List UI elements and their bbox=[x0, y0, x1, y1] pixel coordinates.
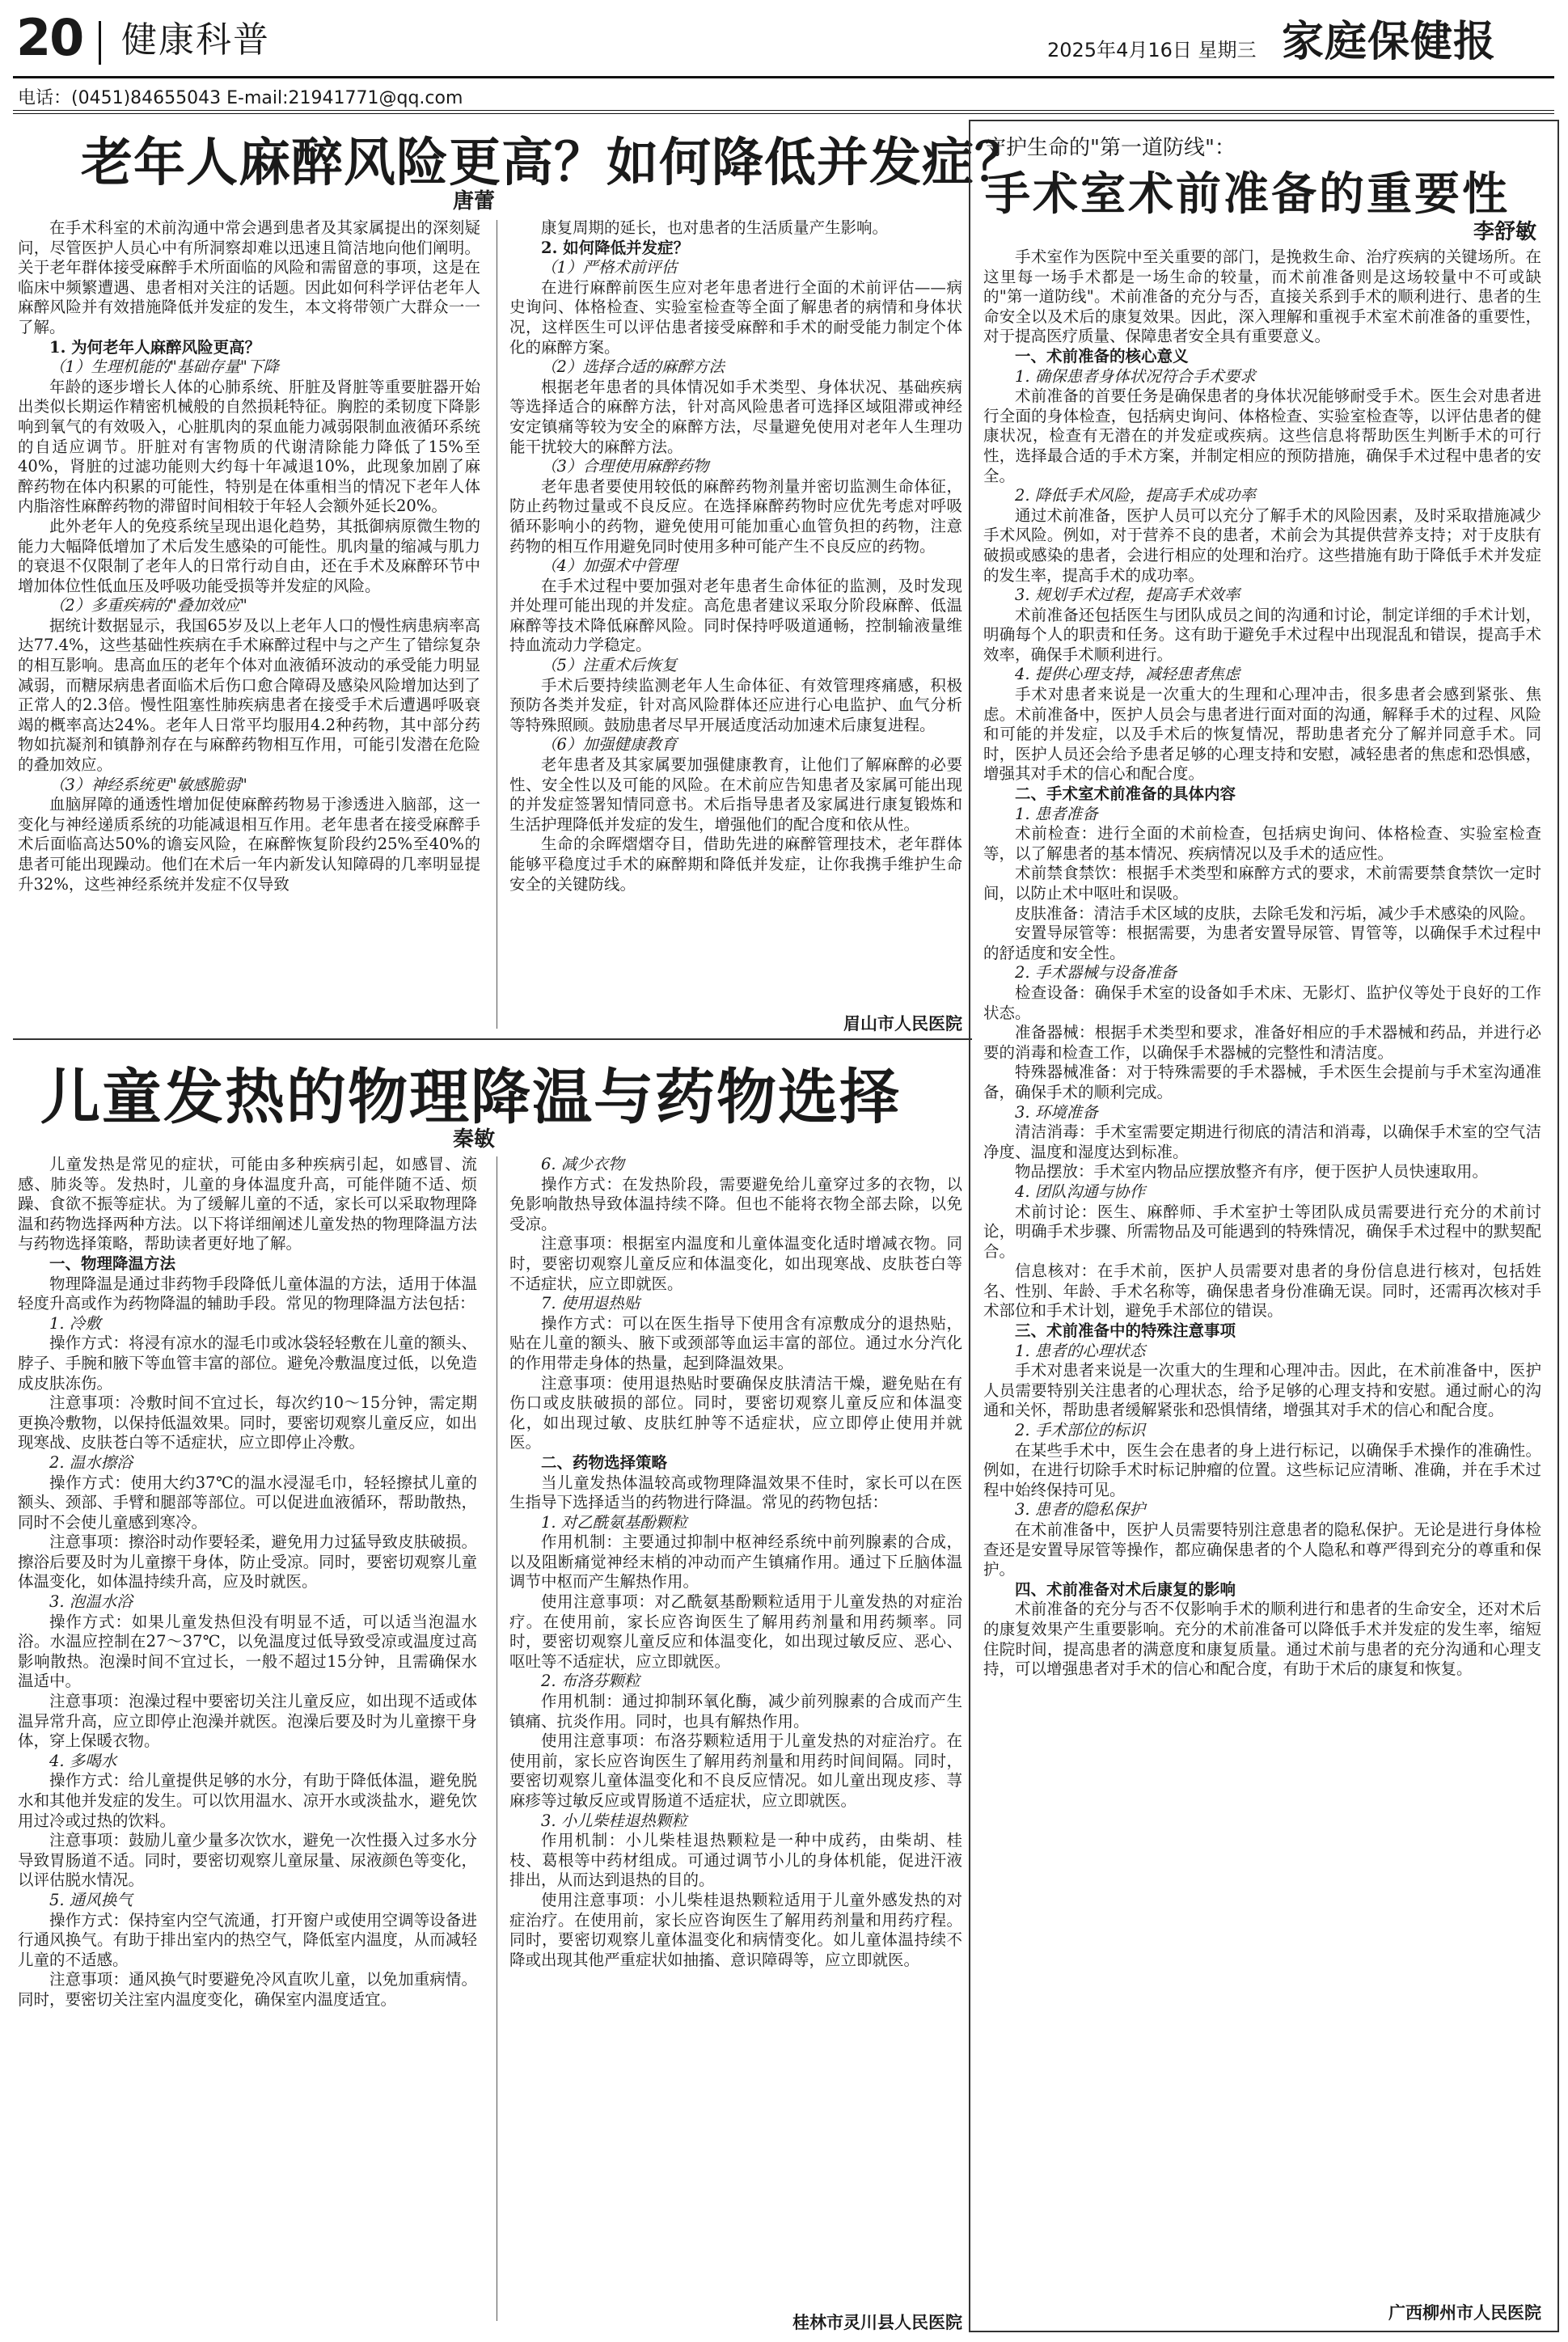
subheading: 3. 环境准备 bbox=[1015, 1102, 1098, 1122]
paragraph: 安置导尿管等：根据需要，为患者安置导尿管、胃管等，以确保手术过程中的舒适度和安全性。 bbox=[983, 924, 1541, 962]
paragraph: 操作方式：给儿童提供足够的水分，有助于降低体温，避免脱水和其他并发症的发生。可以饮用温水、凉开水或淡盐水，避免饮用过冷或过热的饮料。 bbox=[18, 1771, 477, 1830]
paragraph: 术前讨论：医生、麻醉师、手术室护士等团队成员需要进行充分的术前讨论，明确手术步骤、所需物品及可能遇到的特殊情况，确保手术过程中的默契配合。 bbox=[983, 1202, 1541, 1261]
subheading: 2. 布洛芬颗粒 bbox=[541, 1672, 640, 1691]
paragraph: 使用注意事项：布洛芬颗粒适用于儿童发热的对症治疗。在使用前，家长应咨询医生了解用药剂量和用药时间间隔。同时，要密切观察儿童体温变化和不良反应情况。如儿童出现皮疹、荨麻疹等过敏反应或胃肠道不适症状，应立即就医。 bbox=[509, 1731, 962, 1810]
subheading: 1. 对乙酰氨基酚颗粒 bbox=[541, 1512, 687, 1532]
paragraph: 术前准备还包括医生与团队成员之间的沟通和讨论，制定详细的手术计划，明确每个人的职责和任务。这有助于避免手术过程中出现混乱和错误，提高手术效率，确保手术顺利进行。 bbox=[983, 605, 1541, 664]
issue-date: 2025年4月16日 星期三 bbox=[1047, 39, 1257, 61]
masthead-divider bbox=[99, 21, 101, 65]
paragraph: 注意事项：根据室内温度和儿童体温变化适时增减衣物。同时，要密切观察儿童反应和体温变化，如出现寒战、皮肤苍白等不适症状，应立即就医。 bbox=[509, 1234, 962, 1293]
section-title: 健康科普 bbox=[121, 19, 270, 61]
subheading: （2）多重疾病的"叠加效应" bbox=[49, 596, 247, 615]
paragraph: 特殊器械准备：对于特殊需要的手术器械，手术医生会提前与手术室沟通准备，确保手术的顺利完成。 bbox=[983, 1063, 1541, 1101]
paragraph: 注意事项：通风换气时要避免冷风直吹儿童，以免加重病情。同时，要密切关注室内温度变化，确保室内温度适宜。 bbox=[18, 1970, 477, 2009]
subheading: 5. 通风换气 bbox=[49, 1890, 133, 1909]
paragraph: 生命的余晖熠熠夺目，借助先进的麻醉管理技术，老年群体能够平稳度过手术的麻醉期和降低并发症，让你我携手维护生命安全的关键防线。 bbox=[509, 835, 962, 894]
subheading: 3. 泡温水浴 bbox=[49, 1592, 133, 1612]
subheading: （6）加强健康教育 bbox=[541, 735, 678, 755]
subheading: 2. 温水擦浴 bbox=[49, 1452, 133, 1472]
section-heading: 一、物理降温方法 bbox=[49, 1253, 176, 1273]
paragraph: 术前准备的首要任务是确保患者的身体状况能够耐受手术。医生会对患者进行全面的身体检查，包括病史询问、体格检查、实验室检查等，以评估患者的健康状况，检查有无潜在的并发症或疾病。这些信息将帮助医生判断手术的可行性，选择最合适的手术方案，并制定相应的预防措施，确保手术过程中患者的安全。 bbox=[983, 387, 1541, 485]
subheading: （3）神经系统更"敏感脆弱" bbox=[49, 775, 247, 794]
paragraph: 此外老年人的免疫系统呈现出退化趋势，其抵御病原微生物的能力大幅降低增加了术后发生感染的可能性。肌肉量的缩减与肌力的衰退不仅限制了老年人的日常行动自由，还在手术及麻醉环节中增加体位性低血压及呼吸功能受损等并发症的风险。 bbox=[18, 516, 480, 595]
article1-title: 老年人麻醉风险更高？如何降低并发症？ bbox=[81, 133, 1027, 193]
article1-author: 唐蕾 bbox=[453, 189, 496, 213]
paragraph: 术前检查：进行全面的术前检查，包括病史询问、体格检查、实验室检查等，以了解患者的基本情况、疾病情况以及手术的适应性。 bbox=[983, 824, 1541, 863]
newspaper-name: 家庭保健报 bbox=[1282, 17, 1497, 66]
contact-line: 电话：(0451)84655043 E-mail:21941771@qq.com bbox=[18, 88, 463, 108]
subheading: （4）加强术中管理 bbox=[541, 556, 678, 576]
article1-signature: 眉山市人民医院 bbox=[843, 1014, 962, 1034]
article3-author: 李舒敏 bbox=[1473, 220, 1537, 244]
subheading: （3）合理使用麻醉药物 bbox=[541, 457, 709, 476]
paragraph: 使用注意事项：对乙酰氨基酚颗粒适用于儿童发热的对症治疗。在使用前，家长应咨询医生了解用药剂量和用药频率。同时，要密切观察儿童反应和体温变化，如出现过敏反应、恶心、呕吐等不适症状，应立即就医。 bbox=[509, 1592, 962, 1671]
paragraph: 作用机制：通过抑制环氧化酶，减少前列腺素的合成而产生镇痛、抗炎作用。同时，也具有解热作用。 bbox=[509, 1692, 962, 1731]
section-heading: 2. 如何降低并发症？ bbox=[541, 238, 690, 257]
article2-column-2 bbox=[509, 1155, 962, 2303]
paragraph: 皮肤准备：清洁手术区域的皮肤，去除毛发和污垢，减少手术感染的风险。 bbox=[1015, 903, 1536, 923]
paragraph: 在进行麻醉前医生应对老年患者进行全面的术前评估——病史询问、体格检查、实验室检查等全面了解患者的病情和身体状况，这样医生可以评估患者接受麻醉和手术的耐受能力制定个体化的麻醉方案。 bbox=[509, 277, 962, 357]
subheading: （1）生理机能的"基础存量"下降 bbox=[49, 357, 279, 377]
paragraph: 通过术前准备，医护人员可以充分了解手术的风险因素，及时采取措施减少手术风险。例如，对于营养不良的患者，术前会为其提供营养支持；对于皮肤有破损或感染的患者，会进行相应的处理和治疗。这些措施有助于降低手术并发症的发生率，提高手术的成功率。 bbox=[983, 505, 1541, 585]
subheading: 2. 手术部位的标识 bbox=[1015, 1421, 1146, 1440]
section-heading: 一、术前准备的核心意义 bbox=[1015, 346, 1189, 366]
section-heading: 二、手术室术前准备的具体内容 bbox=[1015, 784, 1236, 804]
paragraph: 在某些手术中，医生会在患者的身上进行标记，以确保手术操作的准确性。例如，在进行切除手术时标记肿瘤的位置。这些标记应清晰、准确，并在手术过程中始终保持可见。 bbox=[983, 1440, 1541, 1499]
paragraph: 根据老年患者的具体情况如手术类型、身体状况、基础疾病等选择适合的麻醉方法，针对高风险患者可选择区域阻滞或神经安定镇痛等较为安全的麻醉方法，尽量避免使用对老年人生理功能干扰较大的麻醉方法。 bbox=[509, 377, 962, 456]
section-heading: 二、药物选择策略 bbox=[541, 1452, 668, 1472]
paragraph: 使用注意事项：小儿柴桂退热颗粒适用于儿童外感发热的对症治疗。在使用前，家长应咨询医生了解用药剂量和用药疗程。同时，要密切观察儿童体温变化和病情变化。如儿童体温持续不降或出现其他严重症状如抽搐、意识障碍等，应立即就医。 bbox=[509, 1890, 962, 1969]
article2-column-1 bbox=[18, 1155, 477, 2327]
paragraph: 年龄的逐步增长人体的心肺系统、肝脏及肾脏等重要脏器开始出类似长期运作精密机械般的自然损耗特征。胸腔的柔韧度下降影响到氧气的有效吸入，心脏肌肉的泵血能力减弱限制血液循环系统的自适应调节。肝脏对有害物质的代谢清除能力降低了15%至40%，肾脏的过滤功能则大约每十年减退10%，此现象加剧了麻醉药物在体内积累的可能性，特别是在体重相当的情况下老年人体内脂溶性麻醉药物的滞留时间相较于年轻人会额外延长20%。 bbox=[18, 377, 480, 516]
paragraph: 操作方式：在发热阶段，需要避免给儿童穿过多的衣物，以免影响散热导致体温持续不降。但也不能将衣物全部去除，以免受凉。 bbox=[509, 1174, 962, 1233]
paragraph: 在手术科室的术前沟通中常会遇到患者及其家属提出的深刻疑问，尽管医护人员心中有所洞察却难以迅速且简洁地向他们阐明。关于老年群体接受麻醉手术所面临的风险和需留意的事项，这是在临床中频繁遭遇、患者相对关注的话题。因此如何科学评估老年人麻醉风险并有效措施降低并发症的发生，本文将带领广大群众一一了解。 bbox=[18, 218, 480, 336]
subheading: 2. 降低手术风险，提高手术成功率 bbox=[1015, 486, 1256, 505]
subheading: （1）严格术前评估 bbox=[541, 258, 678, 277]
paragraph: 物理降温是通过非药物手段降低儿童体温的方法，适用于体温轻度升高或作为药物降温的辅助手段。常见的物理降温方法包括： bbox=[18, 1274, 477, 1313]
paragraph: 准备器械：根据手术类型和要求，准备好相应的手术器械和药品，并进行必要的消毒和检查工作，以确保手术器械的完整性和清洁度。 bbox=[983, 1023, 1541, 1062]
paragraph: 老年患者要使用较低的麻醉药物剂量并密切监测生命体征，防止药物过量或不良反应。在选择麻醉药物时应优先考虑对呼吸循环影响小的药物，避免使用可能加重心血管负担的药物，注意药物的相互作用避免同时使用多种可能产生不良反应的药物。 bbox=[509, 476, 962, 556]
subheading: 1. 确保患者身体状况符合手术要求 bbox=[1015, 366, 1256, 386]
paragraph: 注意事项：泡澡过程中要密切关注儿童反应，如出现不适或体温异常升高，应立即停止泡澡并就医。泡澡后要及时为儿童擦干身体，穿上保暖衣物。 bbox=[18, 1692, 477, 1751]
subheading: 4. 提供心理支持，减轻患者焦虑 bbox=[1015, 665, 1240, 684]
paragraph: 注意事项：鼓励儿童少量多次饮水，避免一次性摄入过多水分导致胃肠道不适。同时，要密切观察儿童尿量、尿液颜色等变化，以评估脱水情况。 bbox=[18, 1831, 477, 1890]
subheading: 1. 患者准备 bbox=[1015, 804, 1098, 823]
paragraph: 作用机制：主要通过抑制中枢神经系统中前列腺素的合成，以及阻断痛觉神经末梢的冲动而产生镇痛作用。通过下丘脑体温调节中枢而产生解热作用。 bbox=[509, 1532, 962, 1592]
subheading: 4. 团队沟通与协作 bbox=[1015, 1182, 1146, 1201]
article2-signature: 桂林市灵川县人民医院 bbox=[792, 2313, 962, 2332]
article2-title: 儿童发热的物理降温与药物选择 bbox=[40, 1063, 901, 1132]
section-heading: 四、术前准备对术后康复的影响 bbox=[1015, 1579, 1236, 1599]
header-rule bbox=[13, 76, 1554, 78]
paragraph: 手术对患者来说是一次重大的生理和心理冲击。因此，在术前准备中，医护人员需要特别关注患者的心理状态，给予足够的心理支持和安慰。通过耐心的沟通和关怀，帮助患者缓解紧张和恐惧情绪，增强其对手术的信心和配合度。 bbox=[983, 1361, 1541, 1420]
paragraph: 在手术过程中要加强对老年患者生命体征的监测，及时发现并处理可能出现的并发症。高危患者建议采取分阶段麻醉、低温麻醉等技术降低麻醉风险。同时保持呼吸道通畅，控制输液量维持血流动力学稳定。 bbox=[509, 576, 962, 655]
paragraph: 手术后要持续监测老年人生命体征、有效管理疼痛感，积极预防各类并发症，针对高风险群体还应进行心电监护、血气分析等特殊照顾。鼓励患者尽早开展适度活动加速术后康复进程。 bbox=[509, 675, 962, 734]
paragraph: 注意事项：擦浴时动作要轻柔，避免用力过猛导致皮肤破损。擦浴后要及时为儿童擦干身体，防止受凉。同时，要密切观察儿童体温变化，如体温持续升高，应及时就医。 bbox=[18, 1532, 477, 1592]
subheading: 6. 减少衣物 bbox=[541, 1155, 624, 1173]
paragraph: 血脑屏障的通透性增加促使麻醉药物易于渗透进入脑部，这一变化与神经递质系统的功能减退相互作用。老年患者在接受麻醉手术后面临高达50%的谵妄风险，在麻醉恢复阶段约25%至40%的患者可能出现躁动。他们在术后一年内新发认知障碍的几率明显提升32%，这些神经系统并发症不仅导致 bbox=[18, 795, 480, 894]
paragraph: 清洁消毒：手术室需要定期进行彻底的清洁和消毒，以确保手术室的空气洁净度、温度和湿度达到标准。 bbox=[983, 1122, 1541, 1161]
article3-signature: 广西柳州市人民医院 bbox=[1388, 2303, 1541, 2323]
paragraph: 操作方式：使用大约37℃的温水浸湿毛巾，轻轻擦拭儿童的额头、颈部、手臂和腿部等部位。可以促进血液循环，帮助散热，同时不会使儿童感到寒冷。 bbox=[18, 1473, 477, 1532]
section-heading: 三、术前准备中的特殊注意事项 bbox=[1015, 1321, 1236, 1341]
paragraph: 注意事项：使用退热贴时要确保皮肤清洁干燥，避免贴在有伤口或皮肤破损的部位。同时，要密切观察儿童反应和体温变化，如出现过敏、皮肤红肿等不适症状，应立即停止使用并就医。 bbox=[509, 1373, 962, 1452]
paragraph: 在术前准备中，医护人员需要特别注意患者的隐私保护。无论是进行身体检查还是安置导尿管等操作，都应确保患者的个人隐私和尊严得到充分的尊重和保护。 bbox=[983, 1520, 1541, 1579]
article1-column-2 bbox=[509, 218, 962, 1027]
subheading: 1. 冷敷 bbox=[49, 1313, 101, 1333]
paragraph: 操作方式：保持室内空气流通，打开窗户或使用空调等设备进行通风换气。有助于排出室内的热空气，降低室内温度，从而减轻儿童的不适感。 bbox=[18, 1910, 477, 1969]
paragraph: 当儿童发热体温较高或物理降温效果不佳时，家长可以在医生指导下选择适当的药物进行降温。常见的药物包括： bbox=[509, 1473, 962, 1512]
paragraph: 操作方式：将浸有凉水的湿毛巾或冰袋轻轻敷在儿童的额头、脖子、手腕和腋下等血管丰富的部位。避免冷敷温度过低，以免造成皮肤冻伤。 bbox=[18, 1334, 477, 1393]
subheading: 3. 患者的隐私保护 bbox=[1015, 1500, 1146, 1520]
paragraph: 信息核对：在手术前，医护人员需要对患者的身份信息进行核对，包括姓名、性别、年龄、手术名称等，确保患者身份准确无误。同时，还需再次核对手术部位和手术计划，避免手术部位的错误。 bbox=[983, 1262, 1541, 1321]
paragraph: 手术室作为医院中至关重要的部门，是挽救生命、治疗疾病的关键场所。在这里每一场手术都是一场生命的较量，而术前准备则是这场较量中不可或缺的"第一道防线"。术前准备的充分与否，直接关系到手术的顺利进行、患者的生命安全以及术后的康复效果。因此，深入理解和重视手术室术前准备的重要性，对于提高医疗质量、保障患者安全具有重要意义。 bbox=[983, 247, 1541, 346]
paragraph: 术前禁食禁饮：根据手术类型和麻醉方式的要求，术前需要禁食禁饮一定时间，以防止术中呕吐和误吸。 bbox=[983, 864, 1541, 903]
paragraph: 术前准备的充分与否不仅影响手术的顺利进行和患者的生命安全，还对术后的康复效果产生重要影响。充分的术前准备可以降低手术并发症的发生率，缩短住院时间，提高患者的满意度和康复质量。通过术前与患者的充分沟通和心理支持，可以增强患者对手术的信心和配合度，有助于术后的康复和恢复。 bbox=[983, 1600, 1541, 1679]
article3-body bbox=[983, 247, 1541, 2293]
subheading: 3. 小儿柴桂退热颗粒 bbox=[541, 1811, 687, 1830]
article1-column-1 bbox=[18, 218, 480, 1035]
paragraph: 检查设备：确保手术室的设备如手术床、无影灯、监护仪等处于良好的工作状态。 bbox=[983, 983, 1541, 1022]
paragraph: 据统计数据显示，我国65岁及以上老年人口的慢性病患病率高达77.4%，这些基础性疾病在手术麻醉过程中与之产生了错综复杂的相互影响。患高血压的老年个体对血液循环波动的承受能力明显减弱，而糖尿病患者面临术后伤口愈合障碍及感染风险增加达到了正常人的2.3倍。慢性阻塞性肺疾病患者在接受手术后遭遇呼吸衰竭的概率高达24%。老年人日常平均服用4.2种药物，其中部分药物如抗凝剂和镇静剂存在与麻醉药物相互作用，可能引发潜在危险的叠加效应。 bbox=[18, 615, 480, 775]
section-heading: 1. 为何老年人麻醉风险更高？ bbox=[49, 337, 261, 357]
paragraph: 操作方式：可以在医生指导下使用含有凉敷成分的退热贴，贴在儿童的额头、腋下或颈部等血运丰富的部位。通过水分汽化的作用带走身体的热量，起到降温效果。 bbox=[509, 1313, 962, 1372]
article-separator bbox=[13, 1038, 972, 1040]
subheading: 3. 规划手术过程，提高手术效率 bbox=[1015, 586, 1240, 605]
paragraph: 儿童发热是常见的症状，可能由多种疾病引起，如感冒、流感、肺炎等。发热时，儿童的身体温度升高，可能伴随不适、烦躁、食欲不振等症状。为了缓解儿童的不适，家长可以采取物理降温和药物选择两种方法。以下将详细阐述儿童发热的物理降温方法与药物选择策略，帮助读者更好地了解。 bbox=[18, 1155, 477, 1253]
paragraph: 手术对患者来说是一次重大的生理和心理冲击，很多患者会感到紧张、焦虑。术前准备中，医护人员会与患者进行面对面的沟通，解释手术的过程、风险和可能的并发症，以及手术后的恢复情况，帮助患者充分了解并同意手术。同时，医护人员还会给予患者足够的心理支持和安慰，减轻患者的焦虑和恐惧感，增强其对手术的信心和配合度。 bbox=[983, 685, 1541, 784]
header-rule-thin-2 bbox=[13, 113, 1554, 114]
article3-kicker: 守护生命的"第一道防线"： bbox=[985, 136, 1236, 160]
subheading: 4. 多喝水 bbox=[49, 1751, 117, 1770]
paragraph: 操作方式：如果儿童发热但没有明显不适，可以适当泡温水浴。水温应控制在27～37℃，以免温度过低导致受凉或温度过高影响散热。泡澡时间不宜过长，一般不超过15分钟，且需确保水温适中。 bbox=[18, 1612, 477, 1691]
subheading: 7. 使用退热贴 bbox=[541, 1294, 640, 1313]
article3-title: 手术室术前准备的重要性 bbox=[985, 167, 1510, 221]
subheading: （5）注重术后恢复 bbox=[541, 656, 678, 675]
article2-author: 秦敏 bbox=[453, 1127, 496, 1152]
paragraph: 康复周期的延长，也对患者的生活质量产生影响。 bbox=[541, 218, 889, 237]
paragraph: 物品摆放：手术室内物品应摆放整齐有序，便于医护人员快速取用。 bbox=[1015, 1162, 1489, 1182]
paragraph: 老年患者及其家属要加强健康教育，让他们了解麻醉的必要性、安全性以及可能的风险。在术前应告知患者及家属可能出现的并发症签署知情同意书。术后指导患者及家属进行康复锻炼和生活护理降低并发症的发生，增强他们的配合度和依从性。 bbox=[509, 755, 962, 834]
subheading: （2）选择合适的麻醉方法 bbox=[541, 357, 725, 377]
page-number: 20 bbox=[16, 8, 83, 67]
paragraph: 作用机制：小儿柴桂退热颗粒是一种中成药，由柴胡、桂枝、葛根等中药材组成。可通过调节小儿的身体机能，促进汗液排出，从而达到退热的目的。 bbox=[509, 1831, 962, 1890]
header-rule-thin bbox=[13, 110, 1554, 111]
subheading: 2. 手术器械与设备准备 bbox=[1015, 963, 1177, 983]
subheading: 1. 患者的心理状态 bbox=[1015, 1341, 1146, 1360]
paragraph: 注意事项：冷敷时间不宜过长，每次约10～15分钟，需定期更换冷敷物，以保持低温效果。同时，要密切观察儿童反应，如出现寒战、皮肤苍白等不适症状，应立即停止冷敷。 bbox=[18, 1393, 477, 1452]
